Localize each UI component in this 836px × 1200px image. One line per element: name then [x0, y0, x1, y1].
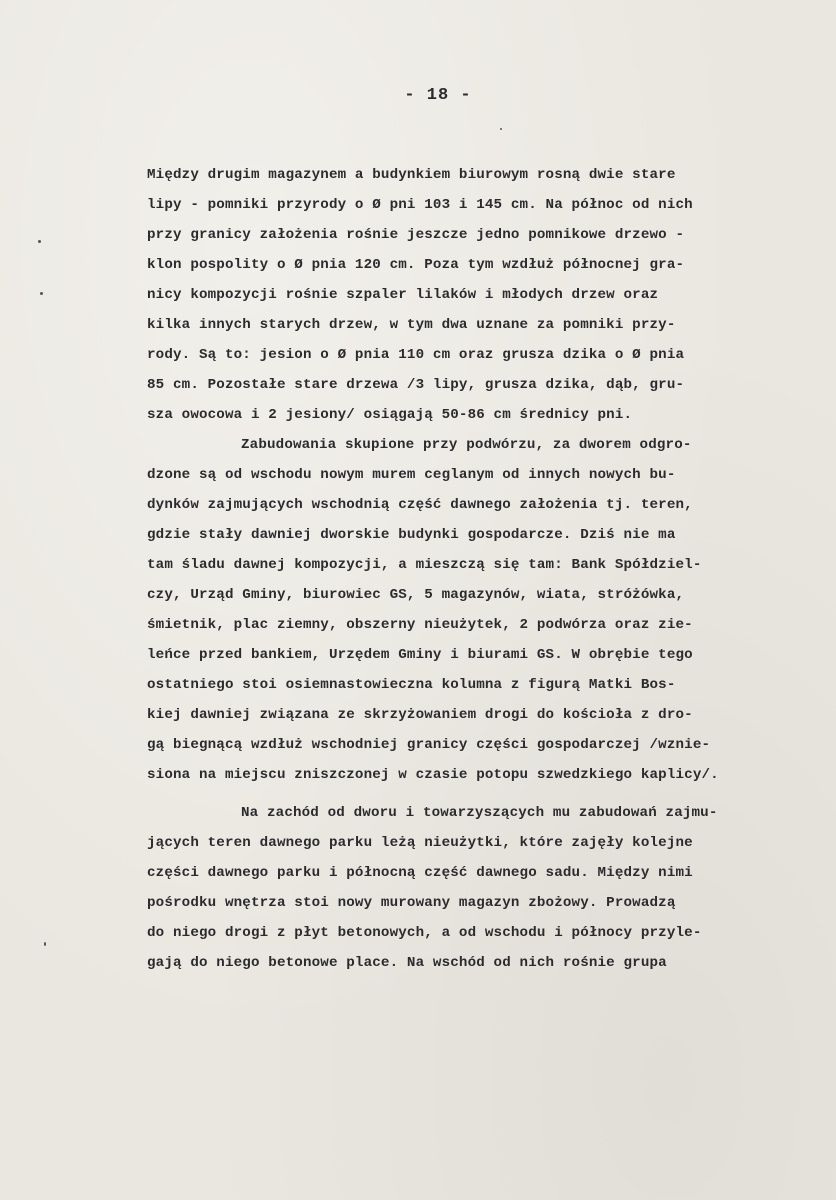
text-line: Między drugim magazynem a budynkiem biurowym rosną dwie stare — [147, 167, 676, 183]
paper-speck — [38, 240, 41, 243]
text-line: lipy - pomniki przyrody o Ø pni 103 i 145 cm. Na północ od nich — [147, 197, 693, 213]
text-line: sza owocowa i 2 jesiony/ osiągają 50-86 cm średnicy pni. — [147, 407, 633, 423]
text-line: Zabudowania skupione przy podwórzu, za dworem odgro- — [241, 437, 692, 453]
text-line: nicy kompozycji rośnie szpaler lilaków i młodych drzew oraz — [147, 287, 659, 303]
text-line: ostatniego stoi osiemnastowieczna kolumna z figurą Matki Bos- — [147, 677, 676, 693]
text-line: kiej dawniej związana ze skrzyżowaniem drogi do kościoła z dro- — [147, 707, 693, 723]
text-line: dzone są od wschodu nowym murem ceglanym od innych nowych bu- — [147, 467, 676, 483]
text-line: śmietnik, plac ziemny, obszerny nieużytek, 2 podwórza oraz zie- — [147, 617, 693, 633]
text-line: gają do niego betonowe place. Na wschód od nich rośnie grupa — [147, 955, 667, 971]
paragraph-1 — [147, 160, 827, 430]
text-line: pośrodku wnętrza stoi nowy murowany magazyn zbożowy. Prowadzą — [147, 895, 676, 911]
paper-speck — [44, 942, 46, 946]
text-line: klon pospolity o Ø pnia 120 cm. Poza tym wzdłuż północnej gra- — [147, 257, 685, 273]
paper-speck — [500, 128, 502, 130]
text-line: gą biegnącą wzdłuż wschodniej granicy części gospodarczej /wznie- — [147, 737, 711, 753]
text-line: tam śladu dawnej kompozycji, a mieszczą się tam: Bank Spółdziel- — [147, 557, 702, 573]
text-line: rody. Są to: jesion o Ø pnia 110 cm oraz grusza dzika o Ø pnia — [147, 347, 685, 363]
page-number: - 18 - — [404, 86, 472, 105]
text-line: leńce przed bankiem, Urzędem Gminy i biurami GS. W obrębie tego — [147, 647, 693, 663]
text-line: dynków zajmujących wschodnią część dawnego założenia tj. teren, — [147, 497, 693, 513]
paragraph-2 — [147, 430, 827, 790]
text-line: kilka innych starych drzew, w tym dwa uznane za pomniki przy- — [147, 317, 676, 333]
text-line: części dawnego parku i północną część dawnego sadu. Między nimi — [147, 865, 693, 881]
text-line: siona na miejscu zniszczonej w czasie potopu szwedzkiego kaplicy/. — [147, 767, 719, 783]
text-line: gdzie stały dawniej dworskie budynki gospodarcze. Dziś nie ma — [147, 527, 676, 543]
paragraph-3 — [147, 798, 827, 978]
text-line: czy, Urząd Gminy, biurowiec GS, 5 magazynów, wiata, stróżówka, — [147, 587, 685, 603]
body-text — [147, 160, 827, 978]
text-line: do niego drogi z płyt betonowych, a od wschodu i północy przyle- — [147, 925, 702, 941]
text-line: przy granicy założenia rośnie jeszcze jedno pomnikowe drzewo - — [147, 227, 685, 243]
text-line: Na zachód od dworu i towarzyszących mu zabudowań zajmu- — [241, 805, 718, 821]
text-line: 85 cm. Pozostałe stare drzewa /3 lipy, grusza dzika, dąb, gru- — [147, 377, 685, 393]
text-line: jących teren dawnego parku leżą nieużytki, które zajęły kolejne — [147, 835, 693, 851]
paper-speck — [40, 292, 43, 295]
